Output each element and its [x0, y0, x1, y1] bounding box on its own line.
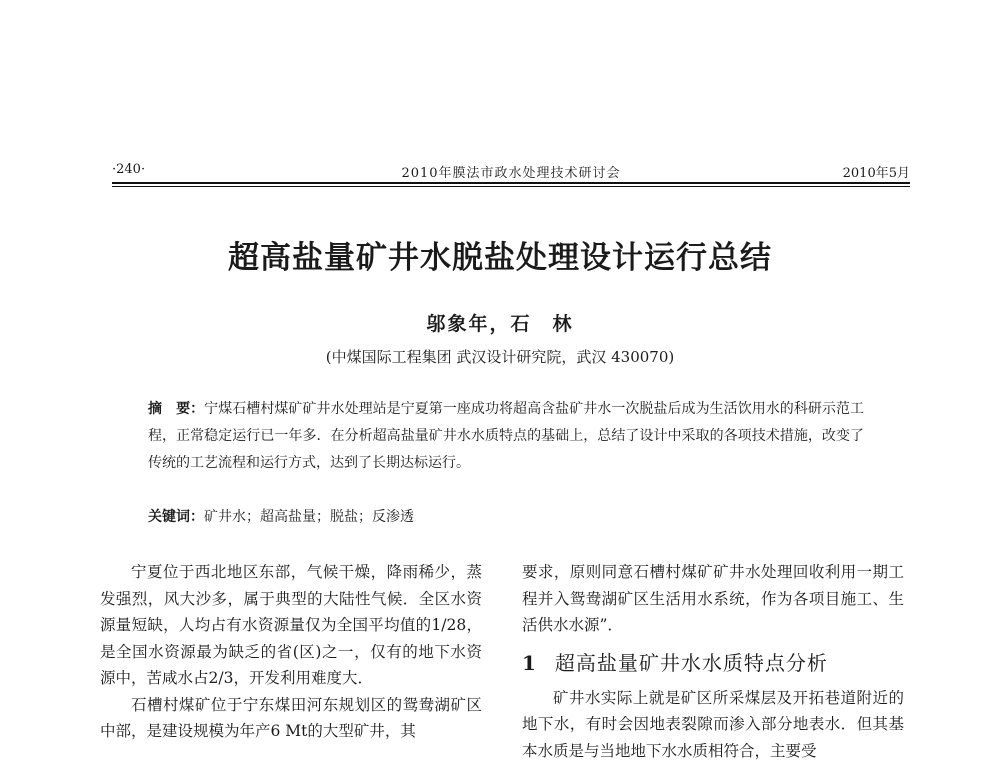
section-title: 超高盐量矿井水水质特点分析: [554, 650, 828, 675]
body-paragraph: 石槽村煤矿位于宁东煤田河东规划区的鸳鸯湖矿区中部，是建设规模为年产6 Mt的大型矿井，其: [100, 695, 482, 740]
body-paragraph: 宁夏位于西北地区东部，气候干燥，降雨稀少，蒸发强烈，风大沙多，属于典型的大陆性气候．全区水资源量短缺，人均占有水资源量仅为全国平均值的1/28，是全国水资源最为缺乏的省(区)之一，仅有的地下水资源中，苦咸水占2/3，开发利用难度大．: [100, 563, 482, 687]
keywords: [148, 504, 864, 531]
keywords-label: 关键词：: [148, 509, 204, 525]
conference-name: 2010年膜法市政水处理技术研讨会: [401, 166, 621, 181]
header-rule-thin: [112, 186, 910, 187]
abstract-label: 摘 要：: [148, 401, 205, 417]
section-heading: [522, 649, 904, 677]
header-rule-thick: [112, 182, 910, 184]
authors: 邬象年，石 林: [426, 313, 574, 335]
keywords-text: 矿井水；超高盐量；脱盐；反渗透: [204, 509, 414, 525]
abstract-text: 宁煤石槽村煤矿矿井水处理站是宁夏第一座成功将超高含盐矿井水一次脱盐后成为生活饮用水的科研示范工程，正常稳定运行已一年多．在分析超高盐量矿井水水质特点的基础上，总结了设计中采取的各项技术措施，改变了传统的工艺流程和运行方式，达到了长期达标运行。: [148, 401, 865, 471]
right-column: [522, 559, 904, 760]
running-header: [112, 160, 910, 182]
left-column: [100, 559, 482, 745]
page-number: ·240·: [112, 162, 146, 177]
affiliation: (中煤国际工程集团 武汉设计研究院，武汉 430070): [325, 348, 675, 366]
header-date: 2010年5月: [842, 166, 910, 181]
abstract: [148, 396, 864, 477]
body-paragraph: 要求，原则同意石槽村煤矿矿井水处理回收利用一期工程并入鸳鸯湖矿区生活用水系统，作为各项目施工、生活供水水源”．: [522, 563, 904, 634]
section-number: 1: [522, 650, 537, 675]
paper-title: 超高盐量矿井水脱盐处理设计运行总结: [228, 240, 772, 276]
body-paragraph: 矿井水实际上就是矿区所采煤层及开拓巷道附近的地下水，有时会因地表裂隙而渗入部分地表水．但其基本水质是与当地地下水水质相符合，主要受: [522, 688, 904, 760]
